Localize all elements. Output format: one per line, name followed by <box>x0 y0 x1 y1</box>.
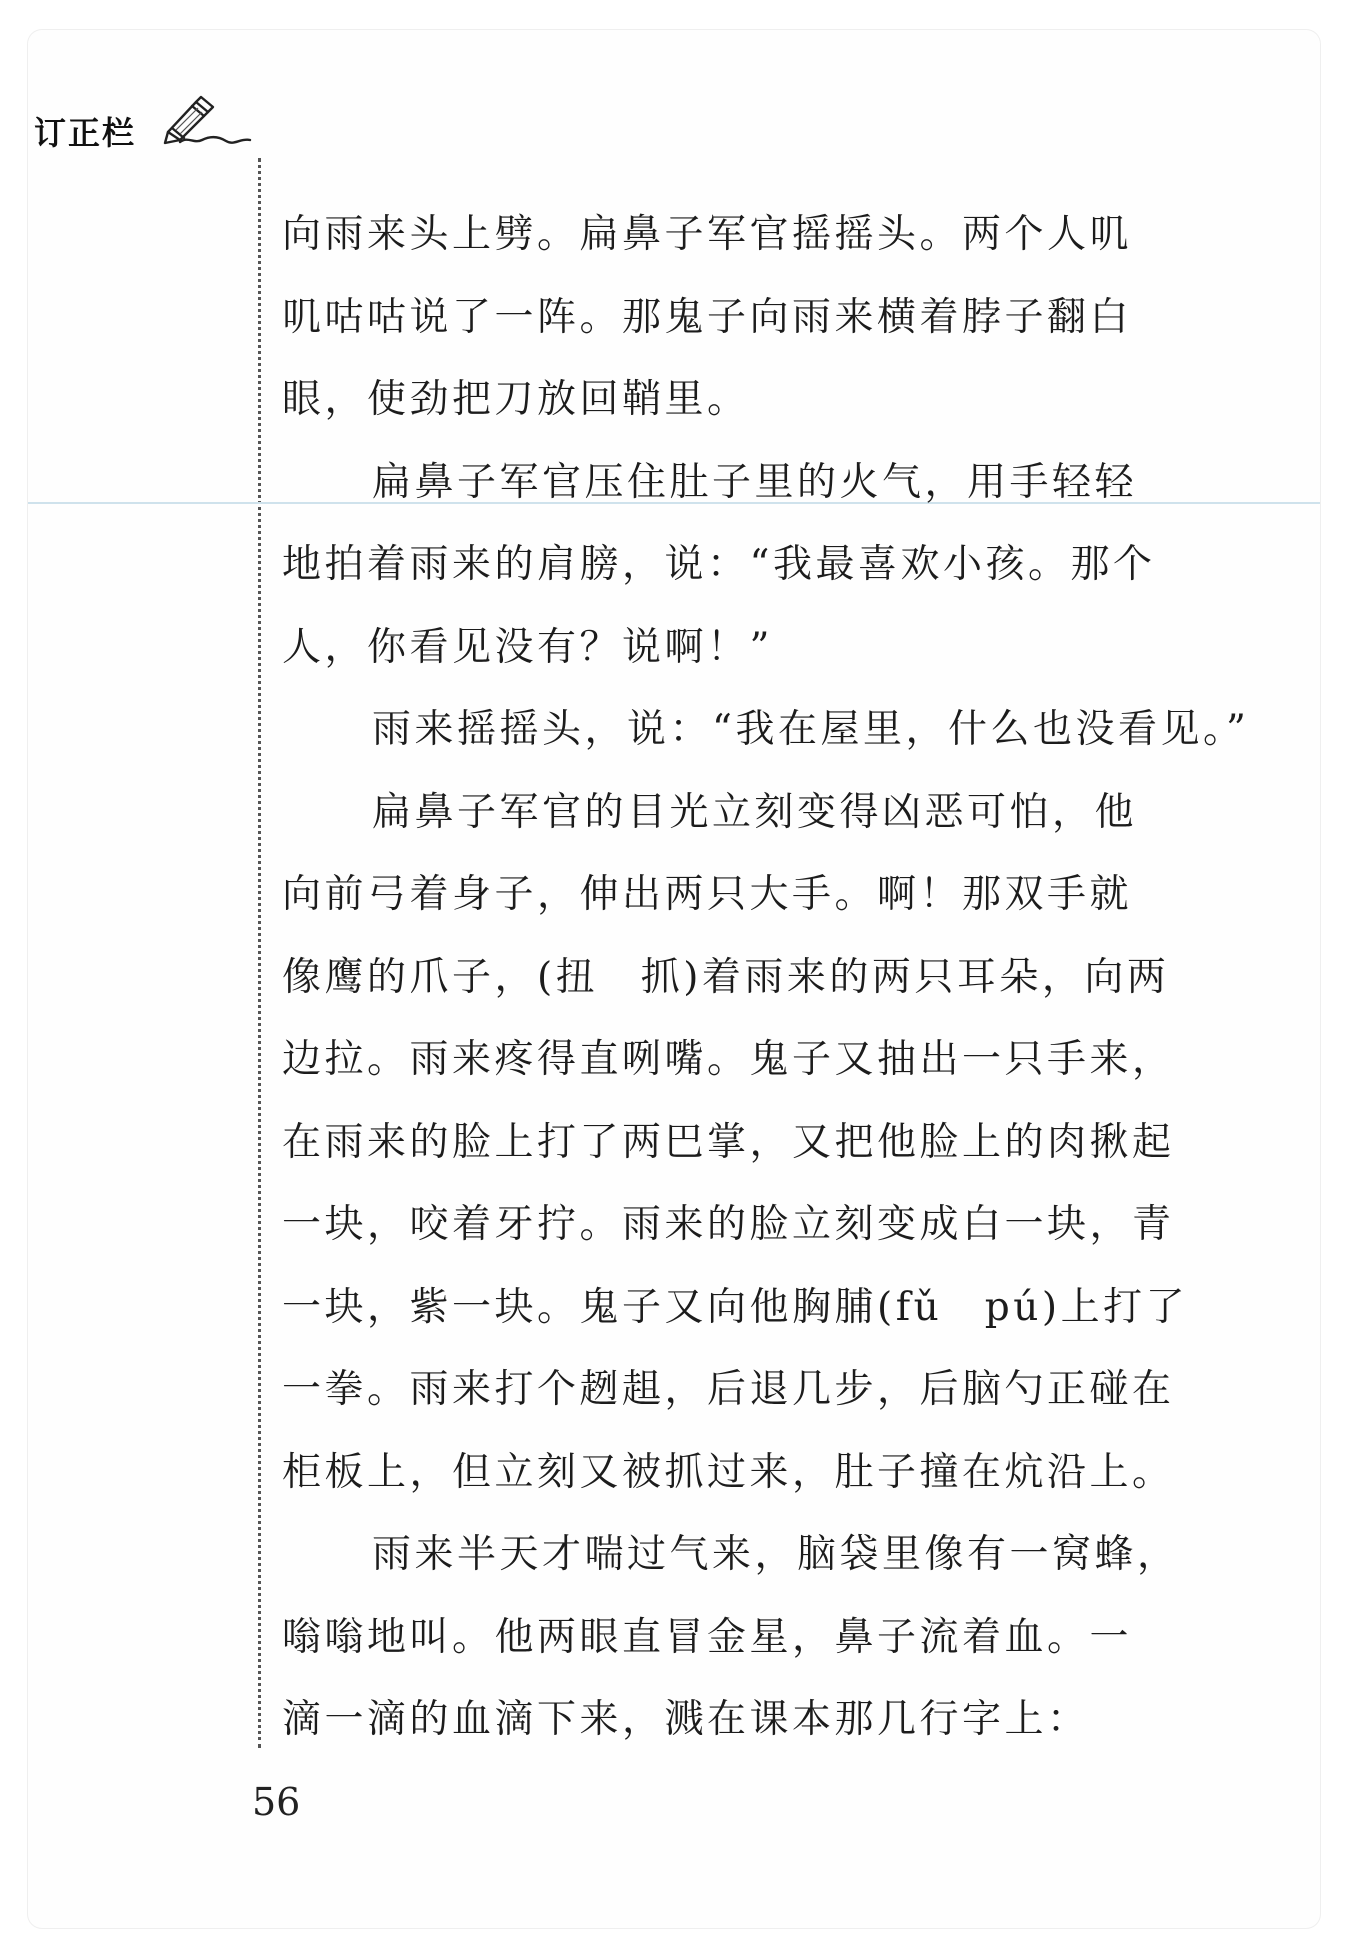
text-line: 雨来摇摇头，说：“我在屋里，什么也没看见。” <box>372 707 1250 752</box>
text-line: 向雨来头上劈。扁鼻子军官摇摇头。两个人叽 <box>282 212 1133 257</box>
text-line: 一块，紫一块。鬼子又向他胸脯(fǔ pú)上打了 <box>282 1284 1189 1330</box>
text-line: 向前弓着身子，伸出两只大手。啊！那双手就 <box>282 872 1133 917</box>
text-line: 一块，咬着牙拧。雨来的脸立刻变成白一块，青 <box>282 1202 1175 1247</box>
text-line: 柜板上，但立刻又被抓过来，肚子撞在炕沿上。 <box>282 1449 1175 1495</box>
text-line: 在雨来的脸上打了两巴掌，又把他脸上的肉揪起 <box>282 1119 1175 1165</box>
text-line: 一拳。雨来打个趔趄，后退几步，后脑勺正碰在 <box>282 1367 1175 1412</box>
text-line: 边拉。雨来疼得直咧嘴。鬼子又抽出一只手来， <box>282 1037 1175 1082</box>
text-line: 扁鼻子军官压住肚子里的火气，用手轻轻 <box>372 459 1138 505</box>
text-line: 人，你看见没有？说啊！” <box>282 624 773 670</box>
text-line: 像鹰的爪子，(扭 抓)着雨来的两只耳朵，向两 <box>282 954 1170 1000</box>
text-line: 嗡嗡地叫。他两眼直冒金星，鼻子流着血。一 <box>282 1614 1133 1660</box>
text-line: 地拍着雨来的肩膀，说：“我最喜欢小孩。那个 <box>282 542 1156 587</box>
text-line: 扁鼻子军官的目光立刻变得凶恶可怕，他 <box>372 789 1138 835</box>
text-line: 雨来半天才喘过气来，脑袋里像有一窝蜂， <box>372 1532 1180 1577</box>
text-line: 滴一滴的血滴下来，溅在课本那几行字上： <box>282 1697 1090 1742</box>
story-text <box>282 194 1250 1762</box>
correction-column-label: 订正栏 <box>34 114 137 152</box>
text-line: 叽咕咕说了一阵。那鬼子向雨来横着脖子翻白 <box>282 294 1133 340</box>
page-number: 56 <box>252 1780 301 1824</box>
pencil-icon <box>162 94 252 146</box>
text-line: 眼，使劲把刀放回鞘里。 <box>282 377 750 422</box>
margin-divider <box>258 158 261 1748</box>
